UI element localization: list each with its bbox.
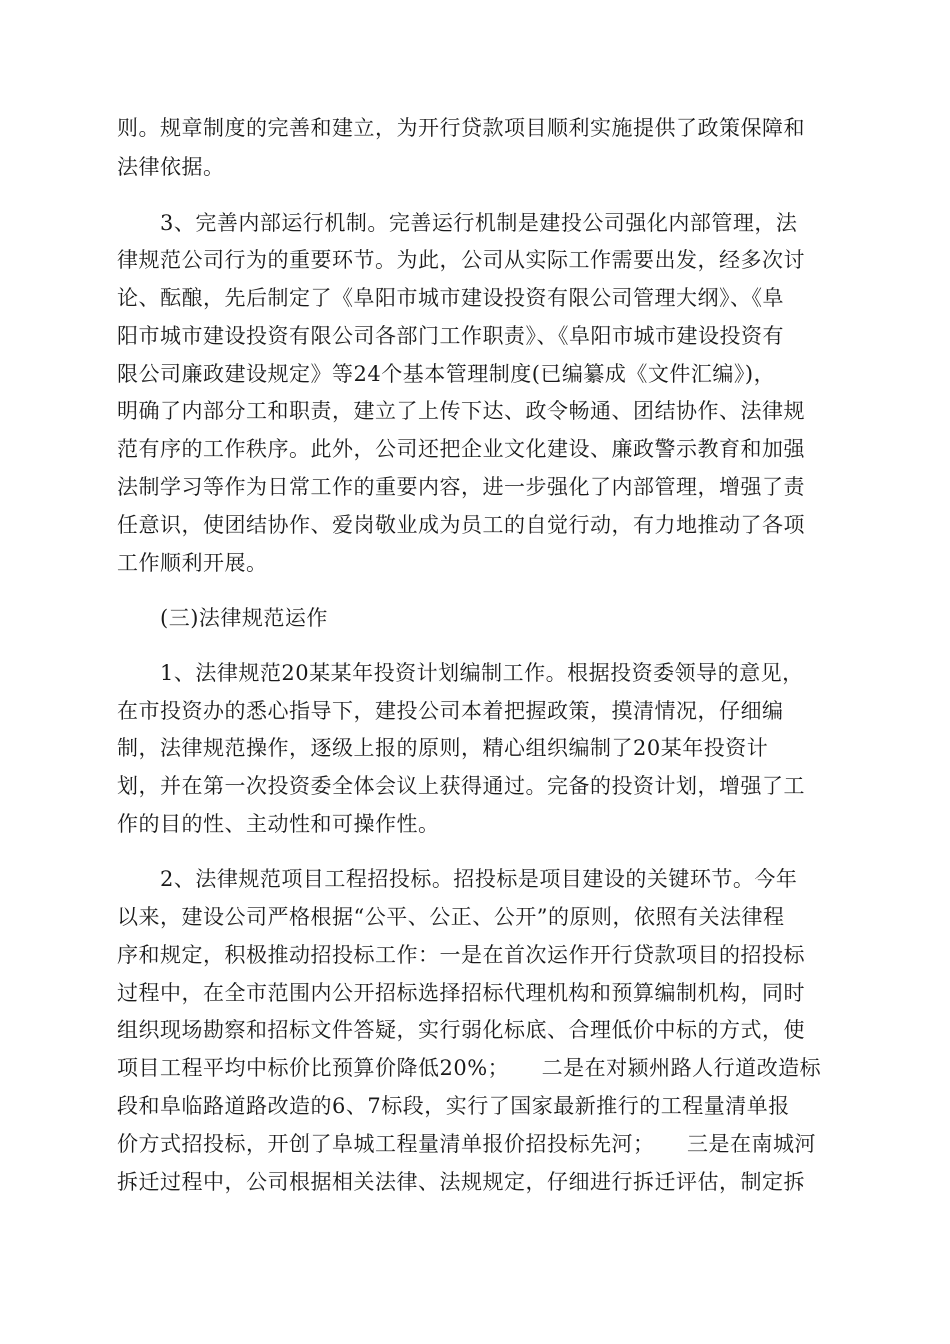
text-line: 范有序的工作秩序。此外，公司还把企业文化建设、廉政警示教育和加强 <box>117 437 805 461</box>
text-line: 3、完善内部运行机制。完善运行机制是建投公司强化内部管理，法 <box>160 211 798 235</box>
text-line: 拆迁过程中，公司根据相关法律、法规规定，仔细进行拆迁评估，制定拆 <box>117 1170 805 1194</box>
text-line: 组织现场勘察和招标文件答疑，实行弱化标底、合理低价中标的方式，使 <box>117 1018 805 1042</box>
text-line: 划，并在第一次投资委全体会议上获得通过。完备的投资计划，增强了工 <box>117 774 805 798</box>
text-line: 法制学习等作为日常工作的重要内容，进一步强化了内部管理，增强了责 <box>117 475 805 499</box>
text-line: 律规范公司行为的重要环节。为此，公司从实际工作需要出发，经多次讨 <box>117 248 805 272</box>
text-line: 价方式招投标，开创了阜城工程量清单报价招投标先河； 三是在南城河 <box>117 1132 816 1156</box>
text-line: 项目工程平均中标价比预算价降低20%； 二是在对颍州路人行道改造标 <box>117 1056 822 1080</box>
text-line: 阳市城市建设投资有限公司各部门工作职责》、《阜阳市城市建设投资有 <box>117 324 784 348</box>
text-line: 过程中，在全市范围内公开招标选择招标代理机构和预算编制机构，同时 <box>117 981 805 1005</box>
text-line: 序和规定，积极推动招投标工作：一是在首次运作开行贷款项目的招投标 <box>117 943 805 967</box>
text-line: 以来，建设公司严格根据“公平、公正、公开”的原则，依照有关法律程 <box>117 905 785 929</box>
text-line: 1、法律规范20某某年投资计划编制工作。根据投资委领导的意见， <box>160 661 804 685</box>
text-line: 作的目的性、主动性和可操作性。 <box>117 812 440 836</box>
text-line: 工作顺利开展。 <box>117 551 268 575</box>
text-line: 段和阜临路道路改造的6、7标段，实行了国家最新推行的工程量清单报 <box>117 1094 790 1118</box>
text-line: 限公司廉政建设规定》等24个基本管理制度(已编纂成《文件汇编》)， <box>117 362 776 386</box>
text-line: 2、法律规范项目工程招投标。招投标是项目建设的关键环节。今年 <box>160 867 798 891</box>
text-line: 论、酝酿，先后制定了《阜阳市城市建设投资有限公司管理大纲》、《阜 <box>117 286 784 310</box>
text-line: 任意识，使团结协作、爱岗敬业成为员工的自觉行动，有力地推动了各项 <box>117 513 805 537</box>
text-line: 在市投资办的悉心指导下，建投公司本着把握政策，摸清情况，仔细编 <box>117 699 784 723</box>
text-line: 则。规章制度的完善和建立，为开行贷款项目顺利实施提供了政策保障和 <box>117 116 805 140</box>
section-heading: (三)法律规范运作 <box>160 606 328 630</box>
text-line: 法律依据。 <box>117 155 225 179</box>
text-line: 制，法律规范操作，逐级上报的原则，精心组织编制了20某年投资计 <box>117 736 769 760</box>
text-line: 明确了内部分工和职责，建立了上传下达、政令畅通、团结协作、法律规 <box>117 399 805 423</box>
